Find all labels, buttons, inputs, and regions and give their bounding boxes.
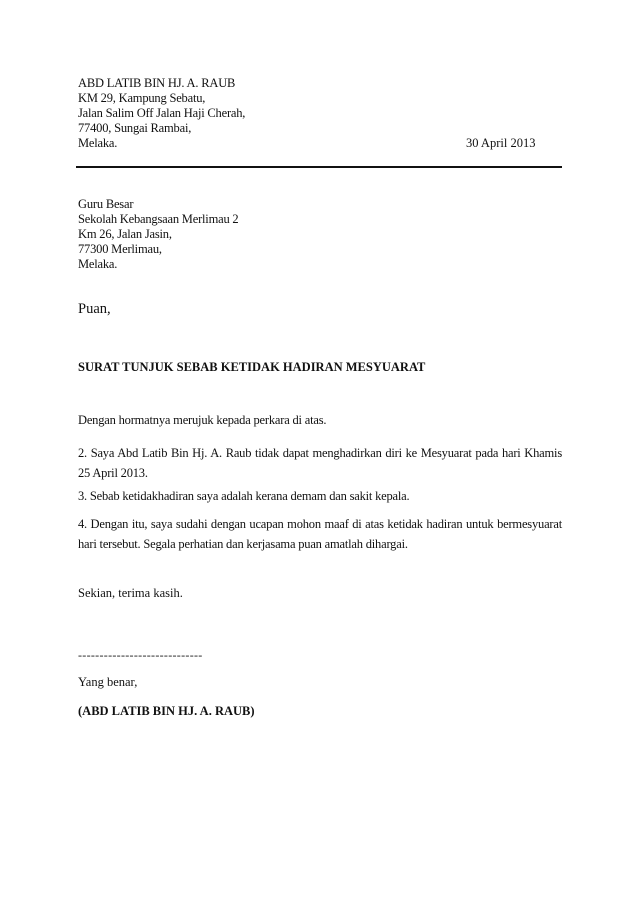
recipient-address bbox=[78, 197, 238, 272]
body-paragraph-3: 3. Sebab ketidakhadiran saya adalah kerana demam dan sakit kepala. bbox=[78, 489, 410, 503]
signatory-name: (ABD LATIB BIN HJ. A. RAUB) bbox=[78, 704, 255, 718]
recipient-line-1: Sekolah Kebangsaan Merlimau 2 bbox=[78, 212, 239, 226]
signature-line: ----------------------------- bbox=[78, 648, 203, 662]
closing-regards: Yang benar, bbox=[78, 675, 138, 689]
body-paragraph-2: 2. Saya Abd Latib Bin Hj. A. Raub tidak dapat menghadirkan diri ke Mesyuarat pada hari Khamis 25 April 2013. bbox=[78, 446, 562, 480]
sender-address-line-4: Melaka. bbox=[78, 136, 118, 150]
header-divider bbox=[76, 166, 562, 168]
letter-date: 30 April 2013 bbox=[466, 136, 536, 150]
body-opening: Dengan hormatnya merujuk kepada perkara di atas. bbox=[78, 413, 327, 427]
recipient-line-2: Km 26, Jalan Jasin, bbox=[78, 227, 172, 241]
sender-name: ABD LATIB BIN HJ. A. RAUB bbox=[78, 76, 236, 90]
letter-subject: SURAT TUNJUK SEBAB KETIDAK HADIRAN MESYUARAT bbox=[78, 360, 426, 374]
recipient-line-4: Melaka. bbox=[78, 257, 118, 271]
sender-address-line-2: Jalan Salim Off Jalan Haji Cherah, bbox=[78, 106, 246, 120]
sender-address-line-1: KM 29, Kampung Sebatu, bbox=[78, 91, 206, 105]
salutation: Puan, bbox=[78, 301, 111, 317]
body-paragraph-4: 4. Dengan itu, saya sudahi dengan ucapan mohon maaf di atas ketidak hadiran untuk bermesyuarat hari tersebut. Segala perhatian dan kerjasama puan amatlah dihargai. bbox=[78, 517, 562, 551]
recipient-title: Guru Besar bbox=[78, 197, 134, 211]
recipient-line-3: 77300 Merlimau, bbox=[78, 242, 162, 256]
sender-address bbox=[78, 76, 245, 151]
closing-thanks: Sekian, terima kasih. bbox=[78, 586, 183, 600]
sender-address-line-3: 77400, Sungai Rambai, bbox=[78, 121, 192, 135]
